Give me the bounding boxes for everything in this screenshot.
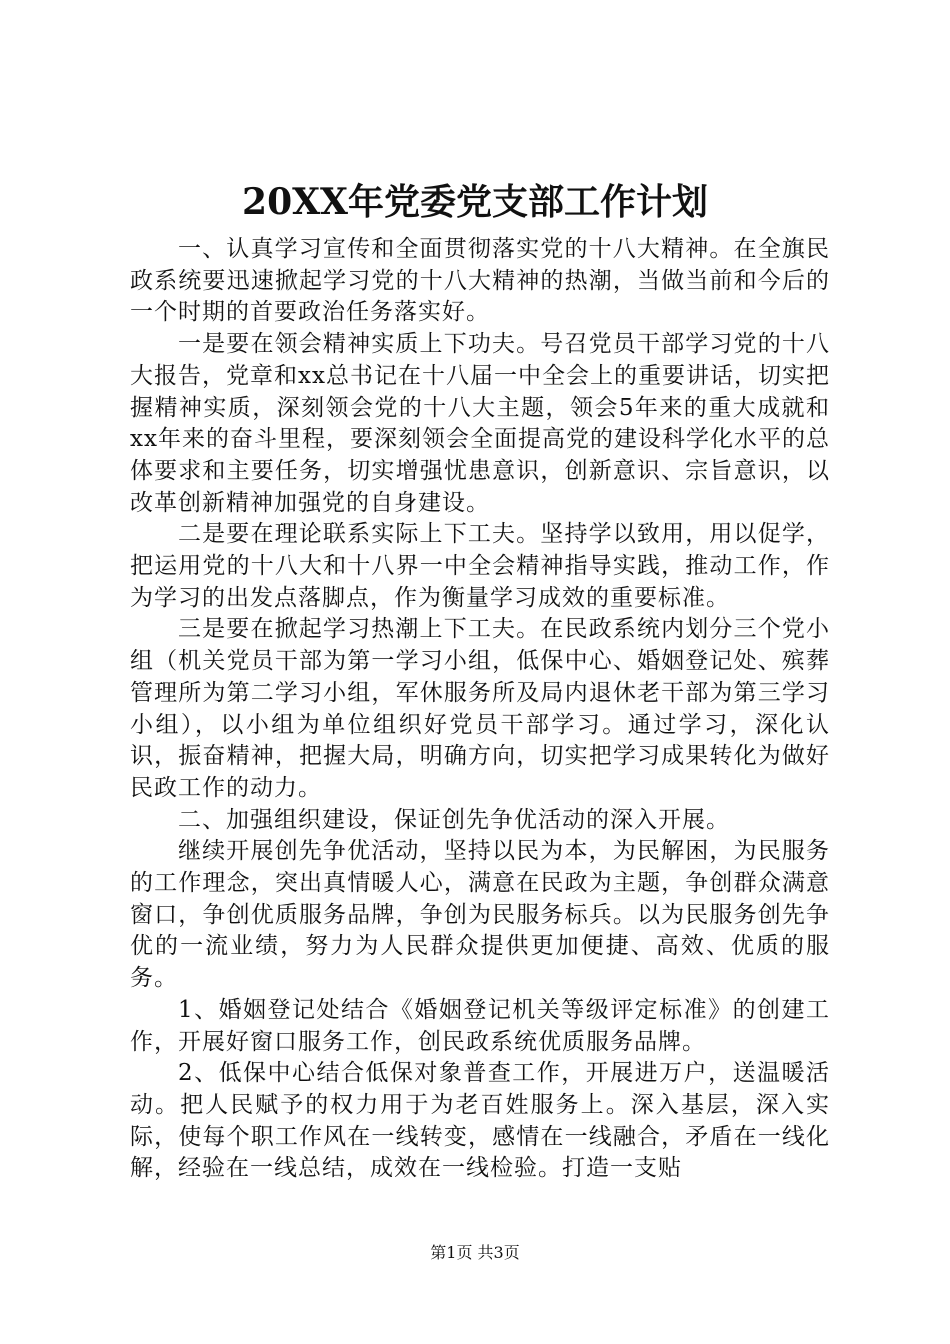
paragraph-2: 一是要在领会精神实质上下功夫。号召党员干部学习党的十八大报告，党章和xx总书记在十八届一中全会上的重要讲话，切实把握精神实质，深刻领会党的十八大主题，领会5年来的重大成就和xx年来的奋斗里程，要深刻领会全面提高党的建设科学化水平的总体要求和主要任务，切实增强忧患意识，创新意识、宗旨意识，以改革创新精神加强党的自身建设。 (130, 331, 830, 516)
document-title: 20XX年党委党支部工作计划 (242, 181, 708, 223)
paragraph-4: 三是要在掀起学习热潮上下工夫。在民政系统内划分三个党小组（机关党员干部为第一学习小组，低保中心、婚姻登记处、殡葬管理所为第二学习小组，军休服务所及局内退休老干部为第三学习小组），以小组为单位组织好党员干部学习。通过学习，深化认识，振奋精神，把握大局，明确方向，切实把学习成果转化为做好民政工作的动力。 (130, 616, 830, 801)
paragraph-5: 二、加强组织建设，保证创先争优活动的深入开展。 (178, 806, 730, 833)
paragraph-1: 一、认真学习宣传和全面贯彻落实党的十八大精神。在全旗民政系统要迅速掀起学习党的十八大精神的热潮，当做当前和今后的一个时期的首要政治任务落实好。 (130, 236, 830, 326)
paragraph-3: 二是要在理论联系实际上下工夫。坚持学以致用，用以促学，把运用党的十八大和十八界一中全会精神指导实践，推动工作，作为学习的出发点落脚点，作为衡量学习成效的重要标准。 (130, 521, 830, 611)
paragraph-8: 2、低保中心结合低保对象普查工作，开展进万户，送温暖活动。把人民赋予的权力用于为老百姓服务上。深入基层，深入实际，使每个职工作风在一线转变，感情在一线融合，矛盾在一线化解，经验在一线总结，成效在一线检验。打造一支贴 (130, 1060, 830, 1182)
paragraph-6: 继续开展创先争优活动，坚持以民为本，为民解困，为民服务的工作理念，突出真情暖人心，满意在民政为主题，争创群众满意窗口，争创优质服务品牌，争创为民服务标兵。以为民服务创先争优的一流业绩，努力为人民群众提供更加便捷、高效、优质的服务。 (130, 838, 830, 992)
document-body (130, 234, 830, 1185)
paragraph-7: 1、婚姻登记处结合《婚姻登记机关等级评定标准》的创建工作，开展好窗口服务工作，创民政系统优质服务品牌。 (130, 996, 830, 1055)
page-number-footer: 第1页 共3页 (430, 1243, 520, 1262)
